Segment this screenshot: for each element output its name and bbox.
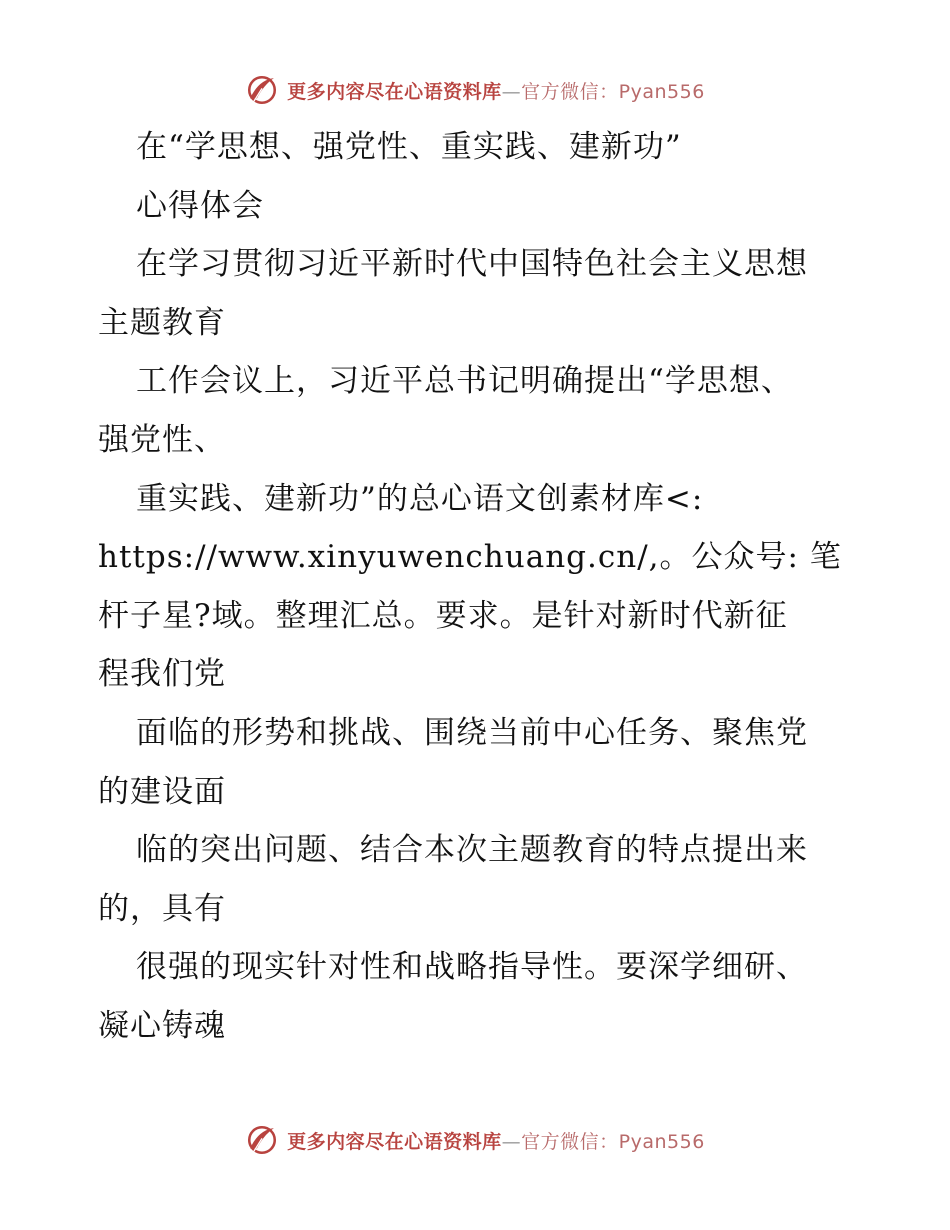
- watermark-separator: —: [501, 80, 522, 103]
- doc-line: 很强的现实针对性和战略指导性。要深学细研、: [136, 949, 808, 986]
- doc-line: 面临的形势和挑战、围绕当前中心任务、聚焦党: [136, 714, 808, 751]
- footer-watermark-banner: [0, 1120, 950, 1160]
- header-watermark-banner: [0, 70, 950, 110]
- document-body: [98, 118, 868, 1056]
- doc-line: 工作会议上，习近平总书记明确提出“学思想、: [136, 363, 793, 400]
- pen-logo-icon: [245, 1123, 279, 1157]
- doc-line: 主题教育: [98, 304, 226, 341]
- doc-line: 强党性、: [98, 421, 226, 458]
- doc-line: 心得体会: [136, 187, 264, 224]
- doc-line: 的建设面: [98, 773, 226, 810]
- doc-line: 在学习贯彻习近平新时代中国特色社会主义思想: [136, 246, 808, 283]
- watermark-wechat: 官方微信：Pyan556: [521, 80, 705, 103]
- doc-line: 临的突出问题、结合本次主题教育的特点提出来: [136, 832, 808, 869]
- doc-line: 重实践、建新功”的总心语文创素材库<:: [136, 480, 704, 517]
- doc-line: 凝心铸魂: [98, 1007, 226, 1044]
- doc-line: 杆子星?域。整理汇总。要求。是针对新时代新征: [98, 597, 788, 634]
- watermark-text: [287, 77, 705, 104]
- watermark-brand: 更多内容尽在心语资料库: [287, 1130, 502, 1153]
- watermark-brand: 更多内容尽在心语资料库: [287, 80, 502, 103]
- doc-line: 程我们党: [98, 656, 226, 693]
- doc-line: 的，具有: [98, 890, 226, 927]
- doc-line: 在“学思想、强党性、重实践、建新功”: [136, 129, 682, 165]
- watermark-text: [287, 1127, 705, 1154]
- watermark-wechat: 官方微信：Pyan556: [521, 1130, 705, 1153]
- pen-logo-icon: [245, 73, 279, 107]
- doc-line: https://www.xinyuwenchuang.cn/,。公众号: 笔: [98, 539, 842, 576]
- watermark-separator: —: [501, 1130, 522, 1153]
